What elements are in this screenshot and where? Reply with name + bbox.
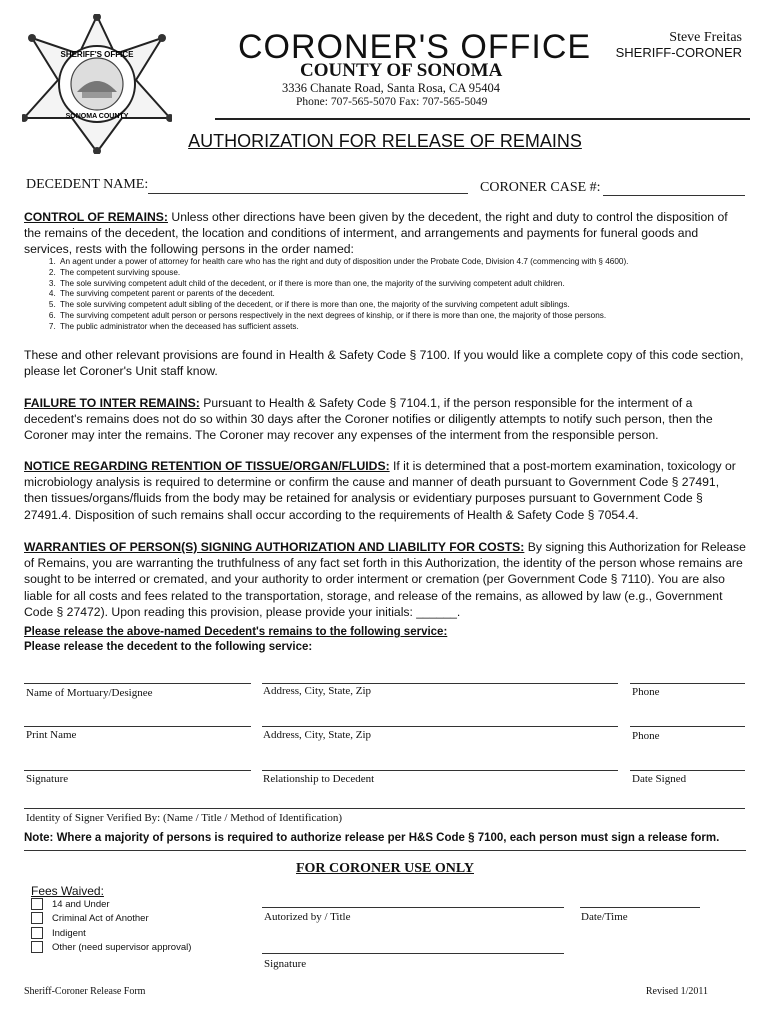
- relationship-label: Relationship to Decedent: [263, 773, 375, 785]
- authorized-by-label: Autorized by / Title: [264, 911, 351, 923]
- list-item: 5. The sole surviving competent adult sibling of the decedent, or if there is more than one, the majority of the surviving competent adult siblings.: [58, 300, 770, 311]
- footer-form-name: Sheriff-Coroner Release Form: [24, 986, 146, 997]
- fee-option-label: Criminal Act of Another: [52, 913, 149, 924]
- badge-bottom-text: SONOMA COUNTY: [65, 113, 129, 120]
- date-signed-field[interactable]: [630, 770, 745, 771]
- coroner-section-divider: [24, 850, 746, 851]
- mortuary-phone-label: Phone: [632, 686, 660, 698]
- coroner-case-field[interactable]: [603, 195, 745, 196]
- coroner-signature-label: Signature: [264, 958, 307, 970]
- coroner-signature-field[interactable]: [262, 953, 564, 954]
- sheriff-name: Steve Freitas: [669, 30, 742, 45]
- failure-heading: FAILURE TO INTER REMAINS:: [24, 396, 200, 410]
- identity-verification-field[interactable]: [24, 808, 745, 809]
- order-of-persons-list: [22, 257, 770, 333]
- list-item: 7. The public administrator when the deceased has sufficient assets.: [58, 322, 770, 333]
- fee-option-criminal-act[interactable]: [31, 912, 149, 926]
- checkbox[interactable]: [31, 912, 43, 924]
- relationship-field[interactable]: [262, 770, 618, 771]
- warranties-paragraph: [24, 539, 746, 620]
- list-item: 6. The surviving competent adult person or persons respectively in the next degrees of kinship, or if there is more than one, the majority of those persons.: [58, 311, 770, 322]
- checkbox[interactable]: [31, 898, 43, 910]
- control-of-remains-paragraph: [24, 209, 746, 258]
- decedent-name-field[interactable]: [148, 193, 468, 194]
- fee-option-indigent[interactable]: [31, 927, 86, 941]
- control-heading: CONTROL OF REMAINS:: [24, 210, 168, 224]
- office-title: CORONER'S OFFICE: [238, 28, 592, 66]
- fee-option-label: 14 and Under: [52, 899, 110, 910]
- print-name-field[interactable]: [24, 726, 251, 727]
- failure-text: Pursuant to Health & Safety Code § 7104.1, if the person responsible for the interment of a decedent's remains does not do so within 30 days after the Coroner notifies or diligently attempts to notify such person, then the Coroner may inter the remains. The Coroner may recover any expenses of the interment from the responsible person.: [24, 396, 713, 443]
- office-address: 3336 Chanate Road, Santa Rosa, CA 95404: [282, 81, 501, 95]
- fee-option-label: Other (need supervisor approval): [52, 942, 192, 953]
- mortuary-address-label: Address, City, State, Zip: [263, 685, 372, 697]
- checkbox[interactable]: [31, 941, 43, 953]
- fees-waived-label: Fees Waived:: [31, 884, 104, 898]
- date-signed-label: Date Signed: [632, 773, 687, 785]
- identity-verification-label: Identity of Signer Verified By: (Name / Title / Method of Identification): [26, 812, 342, 824]
- warranties-text: By signing this Authorization for Release of Remains, you are warranting the truthfulness of any fact set forth in this Authorization, the identity of the person whose remains are sought to be interred or cremated, and your authority to order interment or cremation (per Government Code § 7110). You are also liable for all costs and fees related to the transportation, storage, and release of the remains, as allowed by law (e.g., Government Code § 27472). Upon reading this provision, please provide your initials: ______.: [24, 540, 746, 619]
- footer-revision: Revised 1/2011: [645, 986, 708, 997]
- mortuary-phone-field[interactable]: [630, 683, 745, 684]
- checkbox[interactable]: [31, 927, 43, 939]
- signer-phone-field[interactable]: [630, 726, 745, 727]
- signer-phone-label: Phone: [632, 730, 660, 742]
- badge-top-text: SHERIFF'S OFFICE: [60, 50, 134, 59]
- control-outro: These and other relevant provisions are found in Health & Safety Code § 7100. If you would like a complete copy of this code section, please let Coroner's Unit staff know.: [24, 348, 744, 379]
- signature-label: Signature: [26, 773, 69, 785]
- notice-text: If it is determined that a post-mortem examination, toxicology or microbiology analysis is required to determine or confirm the cause and manner of death pursuant to Government Code § 27491, then tissues/organs/fluids from the body may be retained for analysis or evidentiary purposes pursuant to Government Code § 27491.4. Disposition of such remains shall occur according to the requirements of Health & Safety Code § 7054.4.: [24, 459, 736, 522]
- signature-field[interactable]: [24, 770, 251, 771]
- authorized-by-field[interactable]: [262, 907, 564, 908]
- majority-note: Note: Where a majority of persons is required to authorize release per H&S Code § 7100, each person must sign a release form.: [24, 832, 720, 844]
- sheriff-title: SHERIFF-CORONER: [615, 45, 742, 60]
- list-item: 2. The competent surviving spouse.: [58, 268, 770, 279]
- service-instruction-2: Please release the decedent to the following service:: [24, 641, 313, 653]
- mortuary-name-field[interactable]: [24, 683, 251, 684]
- tissue-retention-paragraph: [24, 458, 746, 523]
- control-intro: Unless other directions have been given by the decedent, the right and duty to control the disposition of the remains of the decedent, the location and conditions of interment, and arrangements and payments for funeral goods and services, rests with the following persons in the order named:: [24, 210, 728, 257]
- list-item: 4. The surviving competent parent or parents of the decedent.: [58, 289, 770, 300]
- mortuary-name-label: Name of Mortuary/Designee: [26, 687, 153, 699]
- mortuary-address-field[interactable]: [262, 683, 618, 684]
- coroner-datetime-label: Date/Time: [581, 911, 628, 923]
- fee-option-other[interactable]: [31, 941, 191, 955]
- signer-address-field[interactable]: [262, 726, 618, 727]
- form-title: AUTHORIZATION FOR RELEASE OF REMAINS: [188, 131, 582, 151]
- notice-heading: NOTICE REGARDING RETENTION OF TISSUE/ORGAN/FLUIDS:: [24, 459, 390, 473]
- fee-option-14-under[interactable]: [31, 898, 110, 912]
- fee-option-label: Indigent: [52, 928, 86, 939]
- office-phone: Phone: 707-565-5070 Fax: 707-565-5049: [296, 96, 488, 108]
- failure-to-inter-paragraph: [24, 395, 746, 444]
- list-item: 1. An agent under a power of attorney for health care who has the right and duty of disposition under the Probate Code, Division 4.7 (commencing with § 4600).: [58, 257, 770, 268]
- coroner-use-heading: FOR CORONER USE ONLY: [295, 861, 474, 876]
- coroner-datetime-field[interactable]: [580, 907, 700, 908]
- decedent-name-label: DECEDENT NAME:: [26, 177, 149, 192]
- county-name: COUNTY OF SONOMA: [300, 60, 503, 81]
- print-name-label: Print Name: [26, 729, 77, 741]
- warranties-heading: WARRANTIES OF PERSON(S) SIGNING AUTHORIZATION AND LIABILITY FOR COSTS:: [24, 540, 525, 554]
- service-instruction-1: Please release the above-named Decedent's remains to the following service:: [24, 626, 448, 638]
- signer-address-label: Address, City, State, Zip: [263, 729, 372, 741]
- header-divider: [215, 118, 750, 120]
- list-item: 3. The sole surviving competent adult child of the decedent, or if there is more than one, the majority of the surviving competent adult children.: [58, 279, 770, 290]
- coroner-case-label: CORONER CASE #:: [480, 180, 601, 195]
